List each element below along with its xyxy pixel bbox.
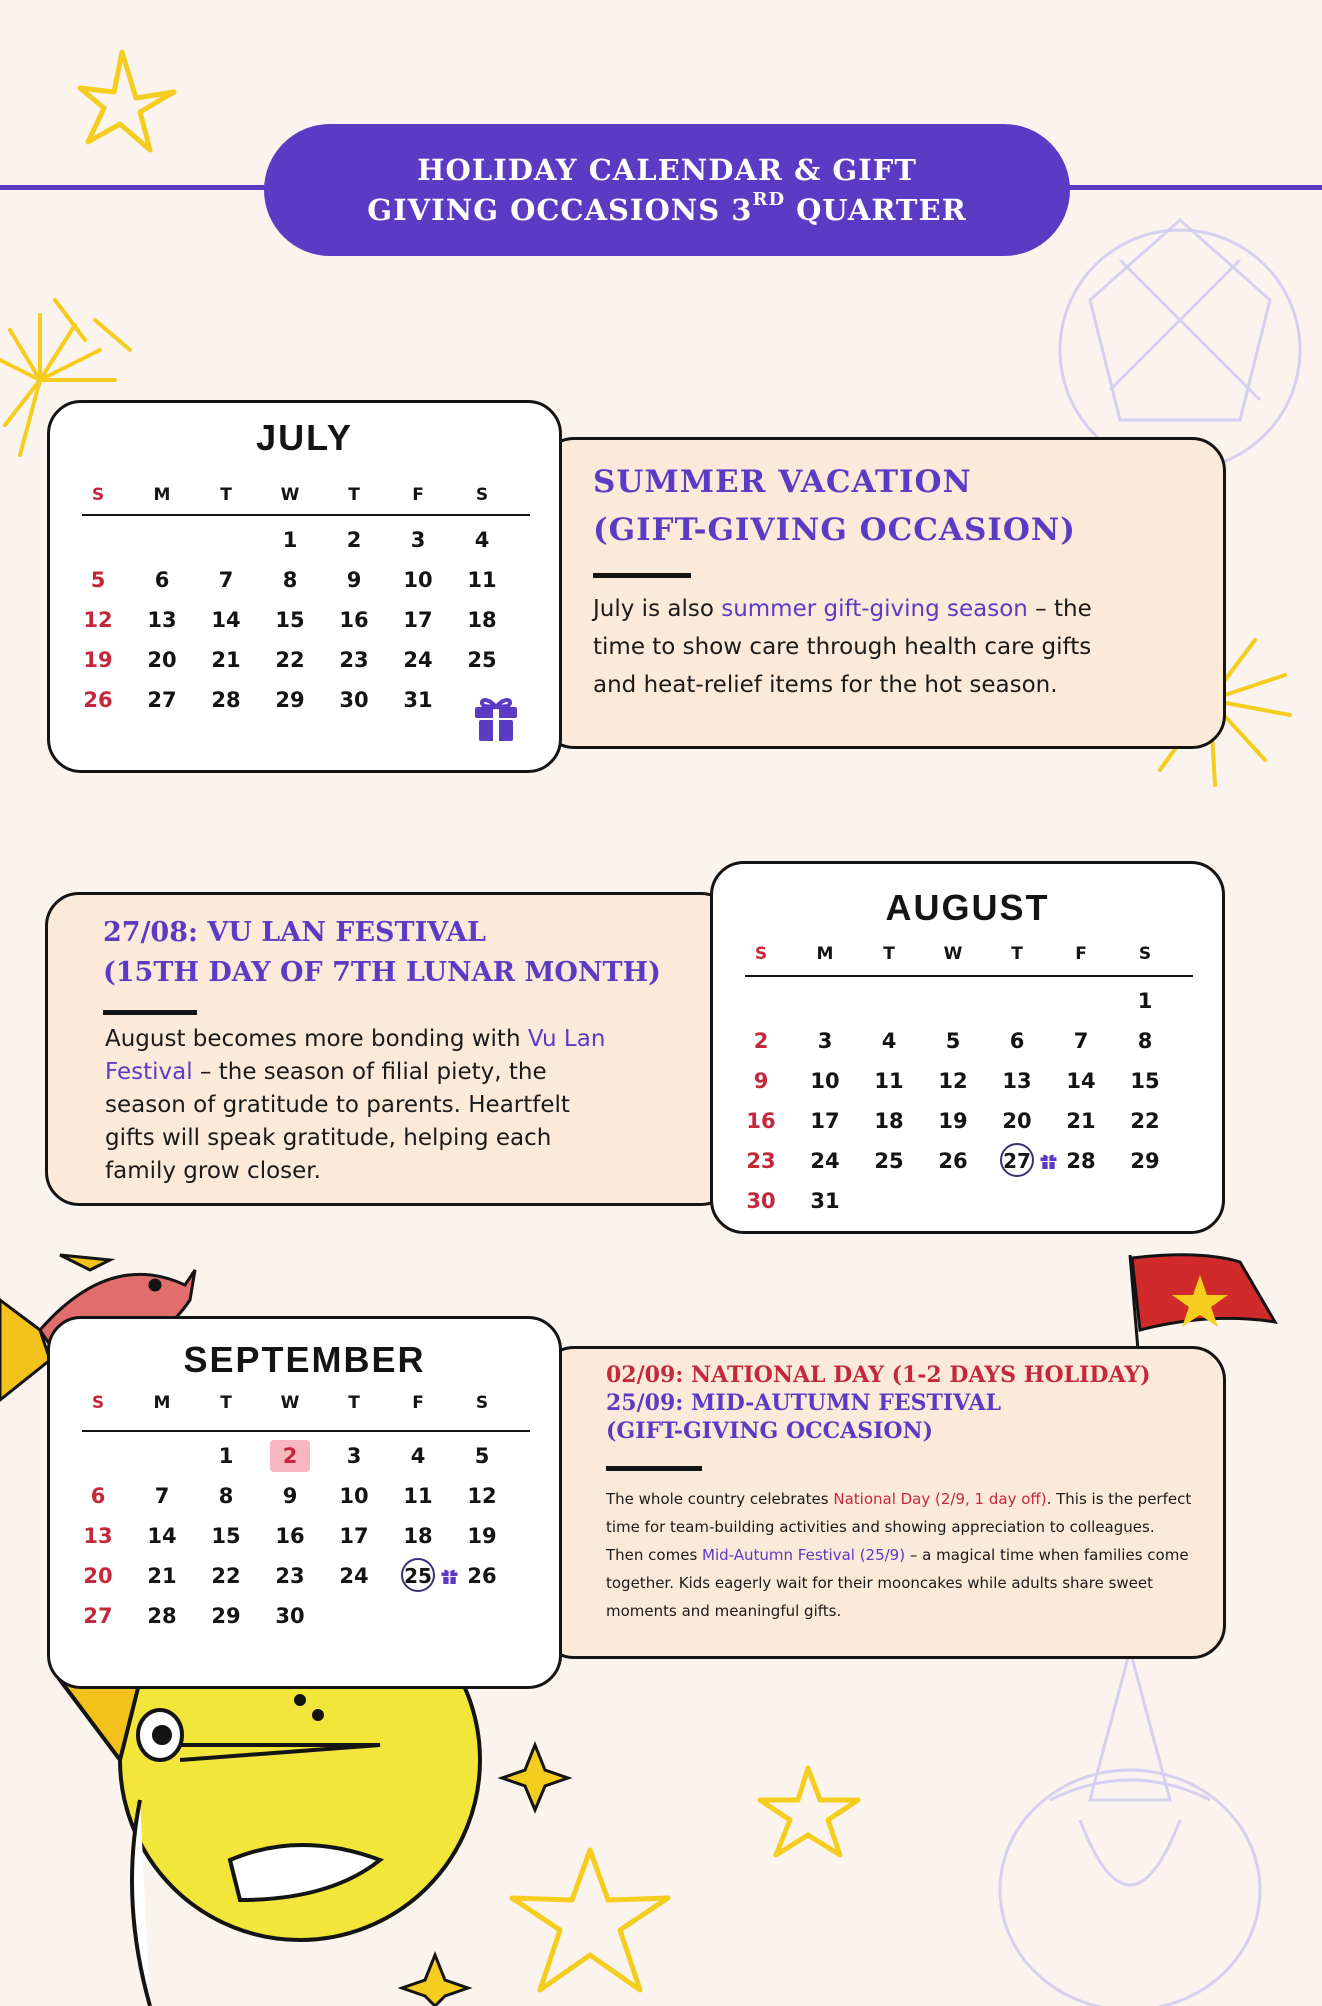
calendar-day-12: 12 [467,1484,497,1508]
calendar-day-17: 17 [810,1109,840,1133]
calendar-day-25: 25 [467,648,497,672]
calendar-day-20: 20 [147,648,177,672]
september-info-title-line-1: 02/09: NATIONAL DAY (1-2 DAYS HOLIDAY) [606,1362,1151,1388]
calendar-day-3: 3 [346,1444,362,1468]
calendar-day-17: 17 [403,608,433,632]
calendar-day-14: 14 [1066,1069,1096,1093]
title-line-2-start: GIVING OCCASIONS 3 [367,193,753,227]
calendar-day-27 [985,1141,1049,1181]
calendar-day-7: 7 [1073,1029,1089,1053]
calendar-day-23: 23 [275,1564,305,1588]
calendar-day-21: 21 [147,1564,177,1588]
page-title [367,150,966,230]
calendar-day-20: 20 [1002,1109,1032,1133]
september-info-box [540,1346,1226,1659]
calendar-empty-cell [1113,1181,1177,1221]
calendar-day-11: 11 [467,568,497,592]
weekday-label: T [220,485,232,505]
august-info-text-start: August becomes more bonding with [105,1026,528,1052]
calendar-day-11: 11 [403,1484,433,1508]
weekday-label: T [348,485,360,505]
calendar-day-16: 16 [339,608,369,632]
calendar-day-18: 18 [403,1524,433,1548]
calendar-day-8: 8 [218,1484,234,1508]
july-info-box [540,437,1226,749]
calendar-day-31: 31 [403,688,433,712]
july-info-highlight: summer gift-giving season [721,596,1028,622]
calendar-day-8: 8 [282,568,298,592]
calendar-day-2 [258,1436,322,1476]
september-info-title [606,1361,1151,1445]
calendar-day-29: 29 [211,1604,241,1628]
september-days [66,1436,514,1636]
july-info-text-start: July is also [593,596,722,622]
july-info-text [593,590,1123,704]
calendar-day-27: 27 [147,688,177,712]
calendar-day-29: 29 [275,688,305,712]
holiday-highlight: 2 [270,1440,310,1472]
calendar-day-28: 28 [1066,1149,1096,1173]
weekday-label: W [280,1393,300,1413]
calendar-day-27: 27 [83,1604,113,1628]
calendar-day-13: 13 [1002,1069,1032,1093]
calendar-empty-cell [386,1596,450,1636]
calendar-day-17: 17 [339,1524,369,1548]
calendar-day-31: 31 [810,1189,840,1213]
calendar-day-18: 18 [874,1109,904,1133]
calendar-day-9: 9 [282,1484,298,1508]
calendar-day-26: 26 [83,688,113,712]
calendar-day-5: 5 [945,1029,961,1053]
calendar-empty-cell [66,1436,130,1476]
weekday-label: S [91,1393,105,1413]
calendar-empty-cell [857,981,921,1021]
september-rule [82,1430,530,1432]
calendar-day-6: 6 [154,568,170,592]
calendar-day-19: 19 [467,1524,497,1548]
gift-icon [472,693,520,743]
calendar-day-23: 23 [339,648,369,672]
july-rule [82,514,530,516]
lantern-icon [1000,1650,1260,2006]
calendar-day-18: 18 [467,608,497,632]
calendar-day-14: 14 [211,608,241,632]
weekday-label: W [943,944,963,964]
weekday-label: F [412,485,424,505]
calendar-day-14: 14 [147,1524,177,1548]
calendar-day-13: 13 [83,1524,113,1548]
calendar-empty-cell [1049,981,1113,1021]
weekday-label: M [153,485,171,505]
calendar-empty-cell [66,520,130,560]
calendar-day-7: 7 [218,568,234,592]
weekday-label: F [412,1393,424,1413]
title-line-1: HOLIDAY CALENDAR & GIFT [417,153,917,187]
july-info-title-line-2: (GIFT-GIVING OCCASION) [593,512,1076,548]
header-banner [264,124,1070,256]
weekday-label: S [475,485,489,505]
july-calendar [47,400,562,773]
calendar-empty-cell [921,1181,985,1221]
august-info-title [103,913,661,993]
calendar-day-4: 4 [881,1029,897,1053]
marked-day-circle: 25 [401,1558,435,1592]
title-line-2 [367,190,966,230]
calendar-day-13: 13 [147,608,177,632]
title-line-2-end: QUARTER [785,193,967,227]
august-info-text-end: – the season of filial piety, the season of gratitude to parents. Heartfelt gifts will speak gratitude, helping each family grow closer. [105,1059,570,1184]
august-days [729,981,1177,1221]
calendar-day-1: 1 [282,528,298,552]
calendar-empty-cell [1049,1181,1113,1221]
september-weekday-row [66,1393,514,1413]
calendar-day-26: 26 [467,1564,497,1588]
september-calendar [47,1316,562,1689]
weekday-label: M [816,944,834,964]
weekday-label: T [220,1393,232,1413]
july-info-rule [593,573,691,578]
calendar-day-22: 22 [275,648,305,672]
july-info-text-end: – the time to show care through health care gifts and heat-relief items for the hot season. [593,596,1092,698]
calendar-day-29: 29 [1130,1149,1160,1173]
calendar-day-8: 8 [1137,1029,1153,1053]
calendar-day-28: 28 [211,688,241,712]
calendar-empty-cell [729,981,793,1021]
weekday-label: M [153,1393,171,1413]
calendar-day-2: 2 [346,528,362,552]
september-info-highlight-national: National Day (2/9, 1 day off) [833,1490,1047,1508]
july-days [66,520,514,720]
september-info-title-line-2: 25/09: MID-AUTUMN FESTIVAL [606,1390,1002,1416]
calendar-empty-cell [130,520,194,560]
calendar-day-7: 7 [154,1484,170,1508]
calendar-day-22: 22 [211,1564,241,1588]
calendar-day-15: 15 [211,1524,241,1548]
august-info-box [45,892,735,1206]
calendar-day-20: 20 [83,1564,113,1588]
calendar-empty-cell [450,1596,514,1636]
calendar-day-1: 1 [1137,989,1153,1013]
calendar-day-30: 30 [275,1604,305,1628]
calendar-day-16: 16 [746,1109,776,1133]
calendar-day-23: 23 [746,1149,776,1173]
calendar-day-5: 5 [90,568,106,592]
september-info-text [606,1485,1192,1625]
weekday-label: S [91,485,105,505]
calendar-day-11: 11 [874,1069,904,1093]
calendar-day-25 [386,1556,450,1596]
calendar-day-19: 19 [83,648,113,672]
calendar-day-4: 4 [410,1444,426,1468]
july-info-title [593,458,1076,554]
calendar-empty-cell [985,1181,1049,1221]
weekday-label: S [475,1393,489,1413]
august-info-title-line-2: (15TH DAY OF 7TH LUNAR MONTH) [103,957,661,988]
calendar-empty-cell [194,520,258,560]
calendar-day-5: 5 [474,1444,490,1468]
calendar-day-15: 15 [275,608,305,632]
calendar-day-3: 3 [817,1029,833,1053]
calendar-day-6: 6 [90,1484,106,1508]
calendar-day-24: 24 [403,648,433,672]
weekday-label: W [280,485,300,505]
september-info-rule [606,1466,702,1471]
marked-day-circle: 27 [1000,1143,1034,1177]
august-title: AUGUST [885,887,1050,928]
calendar-day-6: 6 [1009,1029,1025,1053]
calendar-day-30: 30 [746,1189,776,1213]
calendar-day-30: 30 [339,688,369,712]
september-info-highlight-midautumn: Mid-Autumn Festival (25/9) [702,1546,906,1564]
weekday-label: S [1138,944,1152,964]
august-info-title-line-1: 27/08: VU LAN FESTIVAL [103,917,487,948]
flag-icon [1130,1255,1275,1350]
title-superscript: RD [752,189,786,210]
september-info-text-middle: . This is the perfect time for team-building activities and showing appreciation to colleagues. Then comes [606,1490,1192,1564]
calendar-day-21: 21 [211,648,241,672]
star-icon [80,52,174,150]
star-icon [512,1768,858,1990]
calendar-day-9: 9 [346,568,362,592]
calendar-empty-cell [793,981,857,1021]
calendar-day-24: 24 [810,1149,840,1173]
calendar-day-10: 10 [810,1069,840,1093]
calendar-empty-cell [130,1436,194,1476]
calendar-day-19: 19 [938,1109,968,1133]
calendar-day-21: 21 [1066,1109,1096,1133]
calendar-day-10: 10 [403,568,433,592]
august-calendar [710,861,1225,1234]
september-info-text-start: The whole country celebrates [606,1490,834,1508]
july-weekday-row [66,485,514,505]
weekday-label: S [754,944,768,964]
august-info-highlight: Vu Lan Festival [105,1026,606,1085]
calendar-empty-cell [857,1181,921,1221]
calendar-day-28: 28 [147,1604,177,1628]
calendar-empty-cell [322,1596,386,1636]
calendar-day-22: 22 [1130,1109,1160,1133]
calendar-day-16: 16 [275,1524,305,1548]
august-info-text [105,1023,625,1188]
calendar-day-12: 12 [83,608,113,632]
calendar-day-24: 24 [339,1564,369,1588]
calendar-day-2: 2 [753,1029,769,1053]
calendar-day-25: 25 [874,1149,904,1173]
calendar-empty-cell [921,981,985,1021]
lantern-icon [1060,220,1300,470]
weekday-label: T [1011,944,1023,964]
calendar-day-4: 4 [474,528,490,552]
calendar-day-12: 12 [938,1069,968,1093]
august-weekday-row [729,944,1177,964]
july-info-title-line-1: SUMMER VACATION [593,464,972,500]
weekday-label: T [348,1393,360,1413]
september-info-text-end: – a magical time when families come together. Kids eagerly wait for their mooncakes while adults share sweet moments and meaningful gifts. [606,1546,1189,1620]
august-rule [745,975,1193,977]
calendar-day-1: 1 [218,1444,234,1468]
september-title: SEPTEMBER [183,1339,426,1380]
september-info-title-line-3: (GIFT-GIVING OCCASION) [606,1418,934,1444]
calendar-day-3: 3 [410,528,426,552]
july-title: JULY [256,417,353,458]
calendar-day-10: 10 [339,1484,369,1508]
calendar-day-9: 9 [753,1069,769,1093]
august-info-rule [103,1010,197,1015]
weekday-label: T [883,944,895,964]
calendar-day-26: 26 [938,1149,968,1173]
calendar-empty-cell [985,981,1049,1021]
calendar-day-15: 15 [1130,1069,1160,1093]
weekday-label: F [1075,944,1087,964]
